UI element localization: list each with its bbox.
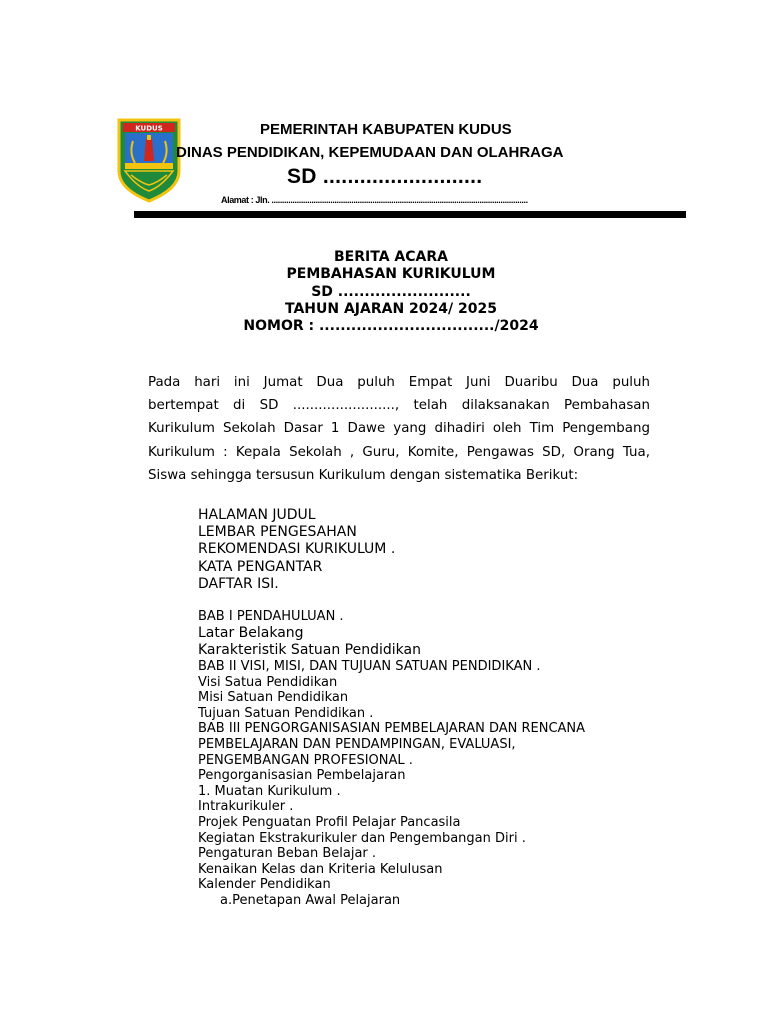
list-item: Karakteristik Satuan Pendidikan [198, 641, 421, 658]
list-item: BAB III PENGORGANISASIAN PEMBELAJARAN DAN RENCANA [198, 721, 586, 737]
document-school: SD ......................... [311, 284, 471, 300]
list-item: KATA PENGANTAR [198, 558, 323, 575]
document-subtitle: PEMBAHASAN KURIKULUM [286, 266, 496, 282]
letterhead-department: DINAS PENDIDIKAN, KEPEMUDAAN DAN OLAHRAGA [176, 144, 564, 161]
list-item: REKOMENDASI KURIKULUM . [198, 541, 396, 558]
letterhead-government: PEMERINTAH KABUPATEN KUDUS [260, 121, 512, 138]
letterhead-divider [134, 211, 686, 218]
list-item: 1. Muatan Kurikulum . [198, 783, 341, 799]
list-item: Projek Penguatan Profil Pelajar Pancasila [198, 814, 461, 830]
list-item: LEMBAR PENGESAHAN [198, 524, 357, 541]
contents-list [198, 609, 585, 909]
list-item: Pengorganisasian Pembelajaran [198, 768, 406, 784]
paragraph-line: Siswa sehingga tersusun Kurikulum dengan sistematika Berikut: [148, 467, 579, 483]
paragraph-line: Kurikulum : Kepala Sekolah , Guru, Komite, Pengawas SD, Orang Tua, [148, 444, 650, 460]
list-item: Visi Satua Pendidikan [198, 674, 338, 690]
kudus-coat-of-arms-logo [117, 117, 181, 203]
letterhead-address: Alamat : Jln. .......................................................................................................................... [221, 195, 528, 205]
opening-paragraph [148, 371, 650, 487]
list-item: Intrakurikuler . [198, 799, 294, 815]
list-item: Kenaikan Kelas dan Kriteria Kelulusan [198, 861, 443, 877]
list-item: PENGEMBANGAN PROFESIONAL . [198, 752, 413, 768]
list-item: Tujuan Satuan Pendidikan . [198, 705, 374, 721]
logo-banner-text: KUDUS [135, 124, 163, 133]
list-item: Kalender Pendidikan [198, 877, 331, 893]
list-item: PEMBELAJARAN DAN PENDAMPINGAN, EVALUASI, [198, 736, 516, 752]
front-matter-list [198, 507, 395, 593]
list-item: HALAMAN JUDUL [198, 507, 316, 523]
list-item: DAFTAR ISI. [198, 575, 279, 592]
list-item: Kegiatan Ekstrakurikuler dan Pengembangan Diri . [198, 830, 526, 846]
letterhead-school: SD .......................... [287, 165, 483, 188]
document-academic-year: TAHUN AJARAN 2024/ 2025 [285, 301, 497, 317]
list-item: a.Penetapan Awal Pelajaran [220, 892, 401, 908]
paragraph-line: Pada hari ini Jumat Dua puluh Empat Juni Duaribu Dua puluh [148, 375, 650, 390]
list-item: BAB I PENDAHULUAN . [198, 609, 344, 624]
document-number: NOMOR : ................................./2024 [243, 318, 539, 334]
paragraph-line: Kurikulum Sekolah Dasar 1 Dawe yang dihadiri oleh Tim Pengembang [148, 421, 650, 437]
list-item: BAB II VISI, MISI, DAN TUJUAN SATUAN PENDIDIKAN . [198, 659, 541, 674]
document-title: BERITA ACARA [334, 249, 448, 265]
list-item: Pengaturan Beban Belajar . [198, 846, 377, 862]
list-item: Misi Satuan Pendidikan [198, 690, 349, 706]
paragraph-line: bertempat di SD ........................, telah dilaksanakan Pembahasan [148, 398, 650, 414]
list-item: Latar Belakang [198, 624, 304, 641]
